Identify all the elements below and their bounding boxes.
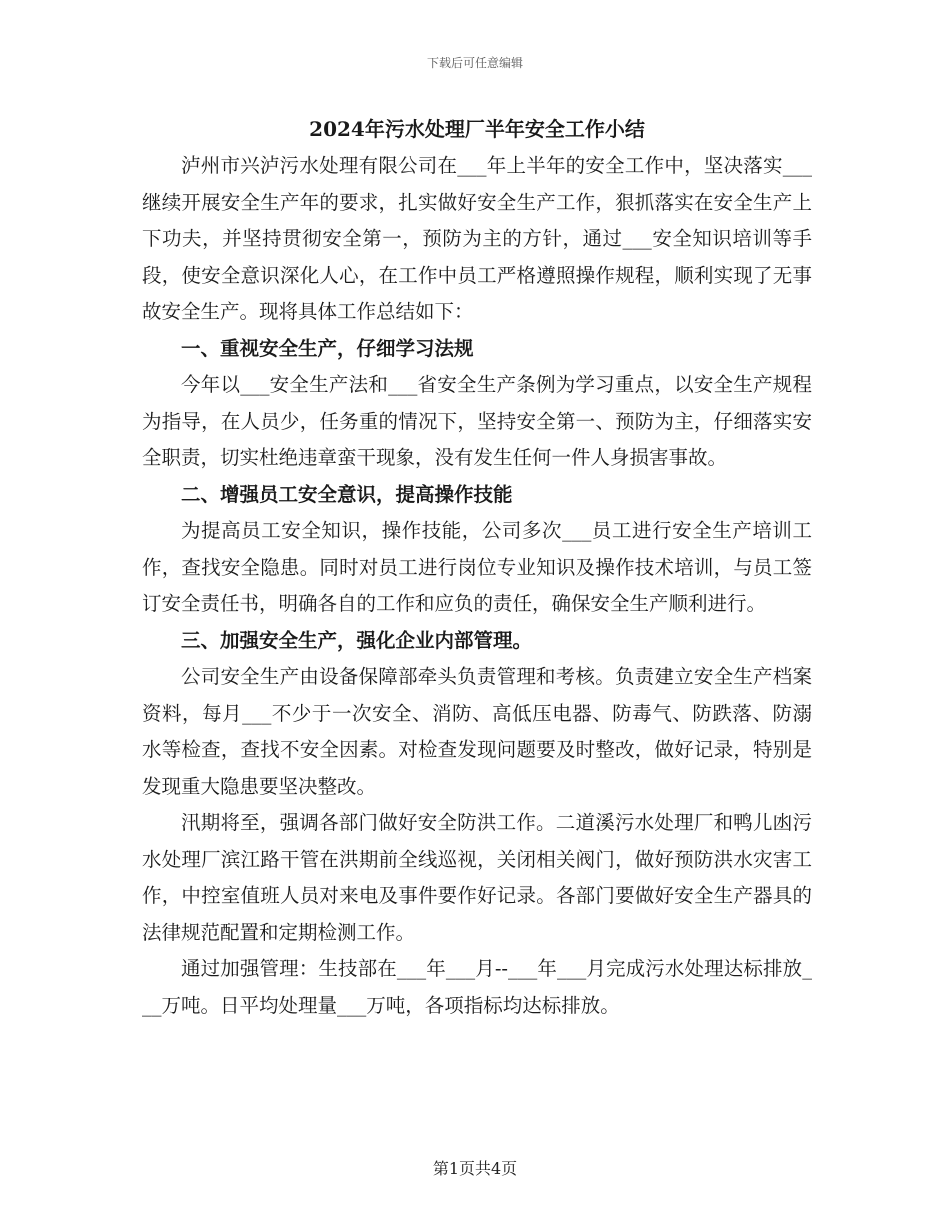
section3-paragraph-2: 汛期将至，强调各部门做好安全防洪工作。二道溪污水处理厂和鸭儿凼污水处理厂滨江路干管在洪期前全线巡视，关闭相关阀门，做好预防洪水灾害工作，中控室值班人员对来电及事件要作好记录。各部门要做好安全生产器具的法律规范配置和定期检测工作。 (142, 811, 812, 944)
section2-paragraph: 为提高员工安全知识，操作技能，公司多次___员工进行安全生产培训工作，查找安全隐患。同时对员工进行岗位专业知识及操作技术培训，与员工签订安全责任书，明确各自的工作和应负的责任，确保安全生产顺利进行。 (142, 519, 812, 615)
section3-paragraph-3: 通过加强管理：生技部在___年___月--___年___月完成污水处理达标排放___万吨。日平均处理量___万吨，各项指标均达标排放。 (142, 957, 812, 1017)
section3-paragraph-1: 公司安全生产由设备保障部牵头负责管理和考核。负责建立安全生产档案资料，每月___不少于一次安全、消防、高低压电器、防毒气、防跌落、防溺水等检查，查找不安全因素。对检查发现问题要及时整改，做好记录，特别是发现重大隐患要坚决整改。 (142, 665, 812, 798)
section1-paragraph: 今年以___安全生产法和___省安全生产条例为学习重点，以安全生产规程为指导，在人员少，任务重的情况下，坚持安全第一、预防为主，仔细落实安全职责，切实杜绝违章蛮干现象，没有发生任何一件人身损害事故。 (142, 373, 812, 469)
document-body (142, 114, 812, 1024)
section2-heading: 二、增强员工安全意识，提高操作技能 (181, 482, 513, 506)
page-number-footer: 第1页共4页 (432, 1159, 518, 1178)
document-title: 2024年污水处理厂半年安全工作小结 (309, 117, 645, 141)
section1-heading: 一、重视安全生产，仔细学习法规 (181, 336, 474, 360)
intro-paragraph: 泸州市兴泸污水处理有限公司在___年上半年的安全工作中，坚决落实___继续开展安全生产年的要求，扎实做好安全生产工作，狠抓落实在安全生产上下功夫，并坚持贯彻安全第一，预防为主的方针，通过___安全知识培训等手段，使安全意识深化人心，在工作中员工严格遵照操作规程，顺利实现了无事故安全生产。现将具体工作总结如下： (142, 154, 812, 323)
section3-heading: 三、加强安全生产，强化企业内部管理。 (181, 628, 533, 652)
header-note: 下载后可任意编辑 (426, 56, 523, 70)
